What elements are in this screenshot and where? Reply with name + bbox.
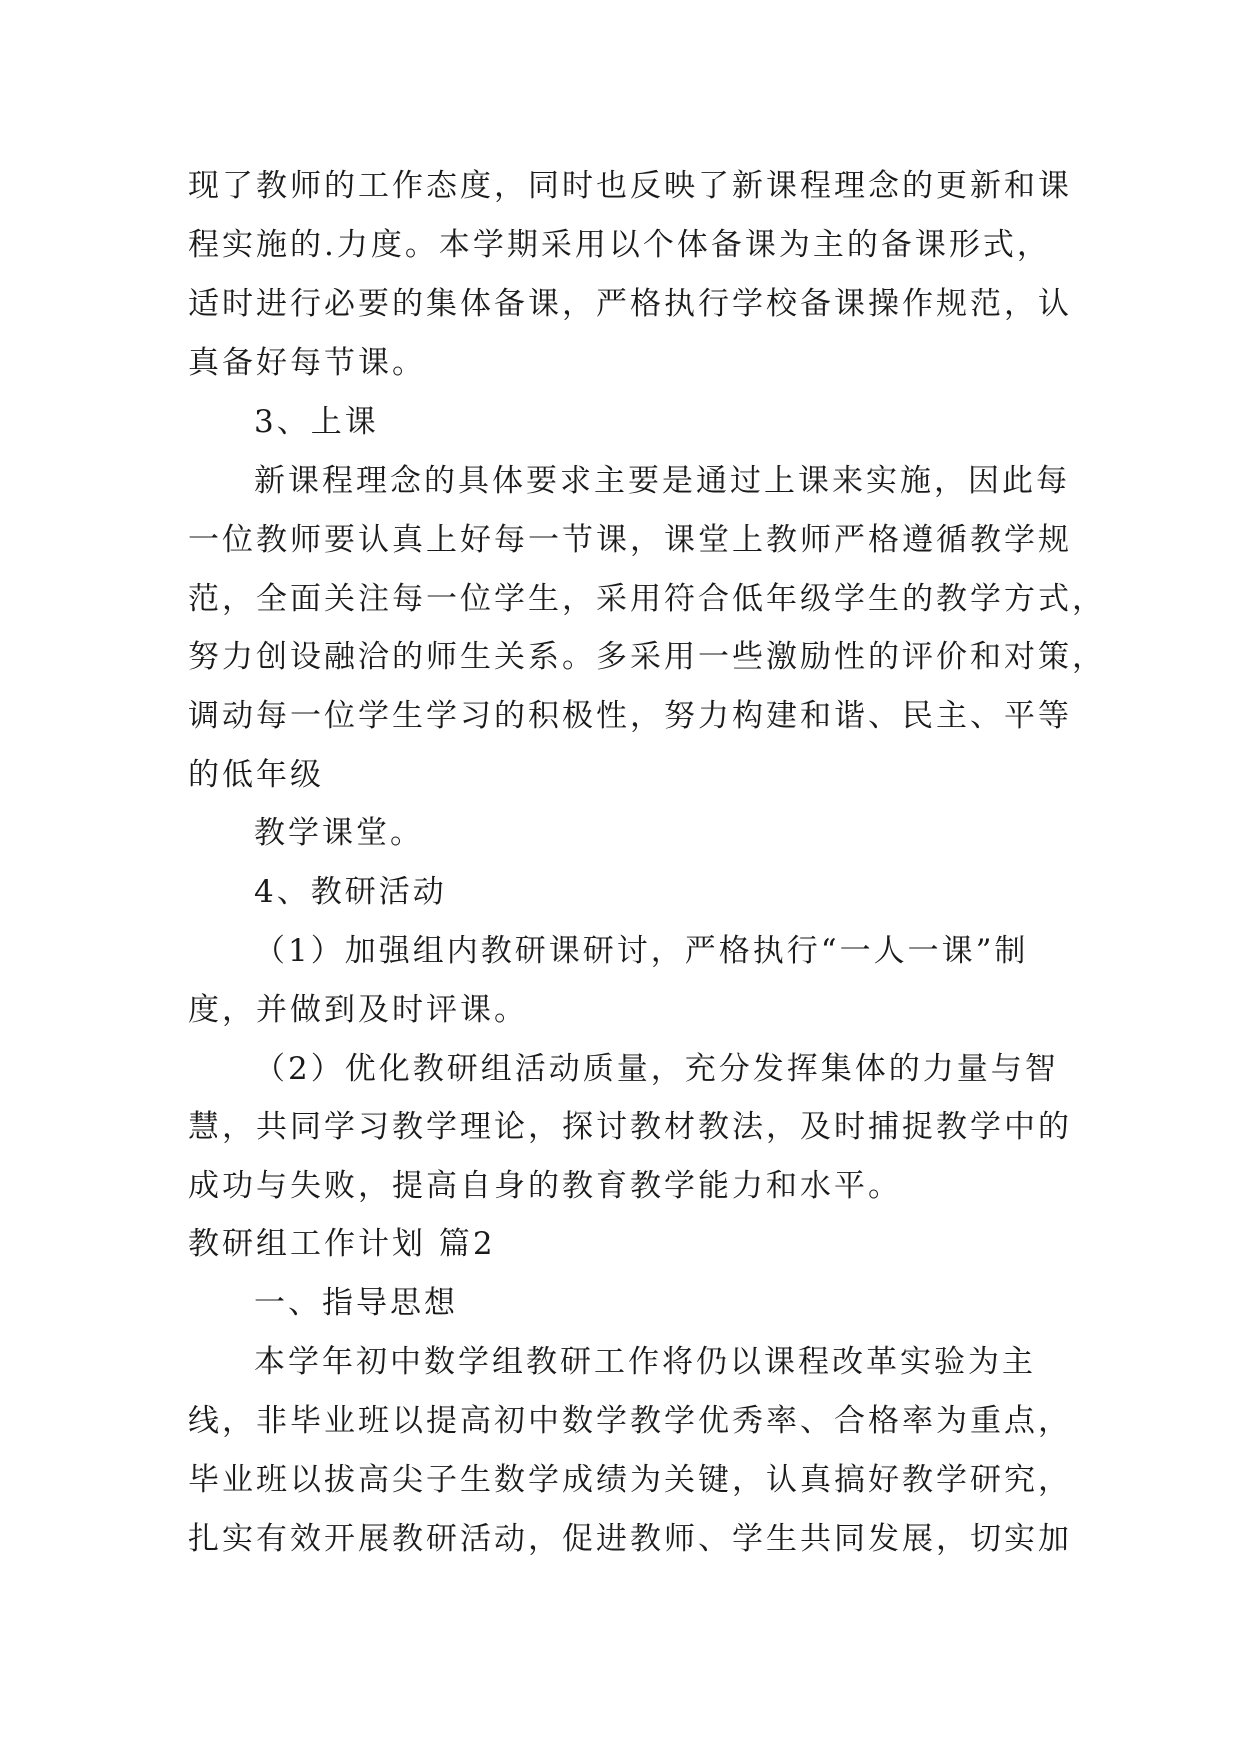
body-text-line: 扎实有效开展教研活动，促进教师、学生共同发展，切实加 xyxy=(188,1521,1072,1557)
subheading-research: 4、教研活动 xyxy=(254,874,447,910)
body-text-line: 的低年级 xyxy=(188,757,324,793)
body-text-line: 努力创设融洽的师生关系。多采用一些激励性的评价和对策， xyxy=(188,639,1106,675)
body-text-line: （1）加强组内教研课研讨，严格执行“一人一课”制 xyxy=(254,933,1029,969)
subheading-guiding-thought: 一、指导思想 xyxy=(254,1285,458,1321)
body-text-line: 教学课堂。 xyxy=(254,815,424,851)
body-text-line: （2）优化教研组活动质量，充分发挥集体的力量与智 xyxy=(254,1051,1059,1087)
section-title: 教研组工作计划 篇2 xyxy=(188,1226,496,1262)
body-text-line: 毕业班以拔高尖子生数学成绩为关键，认真搞好教学研究， xyxy=(188,1462,1072,1498)
body-text-line: 程实施的.力度。本学期采用以个体备课为主的备课形式， xyxy=(188,227,1051,263)
body-text-line: 一位教师要认真上好每一节课，课堂上教师严格遵循教学规 xyxy=(188,522,1072,558)
body-text-line: 度，并做到及时评课。 xyxy=(188,992,528,1028)
body-text-line: 范，全面关注每一位学生，采用符合低年级学生的教学方式， xyxy=(188,581,1106,617)
body-text-line: 调动每一位学生学习的积极性，努力构建和谐、民主、平等 xyxy=(188,698,1072,734)
body-text-line: 线，非毕业班以提高初中数学教学优秀率、合格率为重点， xyxy=(188,1403,1072,1439)
body-text-line: 新课程理念的具体要求主要是通过上课来实施，因此每 xyxy=(254,463,1070,499)
body-text-line: 慧，共同学习教学理论，探讨教材教法，及时捕捉教学中的 xyxy=(188,1109,1072,1145)
body-text-line: 本学年初中数学组教研工作将仍以课程改革实验为主 xyxy=(254,1344,1036,1380)
subheading-class: 3、上课 xyxy=(254,404,379,440)
body-text-line: 真备好每节课。 xyxy=(188,345,426,381)
body-text-line: 现了教师的工作态度，同时也反映了新课程理念的更新和课 xyxy=(188,168,1072,204)
body-text-line: 成功与失败，提高自身的教育教学能力和水平。 xyxy=(188,1168,902,1204)
body-text-line: 适时进行必要的集体备课，严格执行学校备课操作规范，认 xyxy=(188,286,1072,322)
